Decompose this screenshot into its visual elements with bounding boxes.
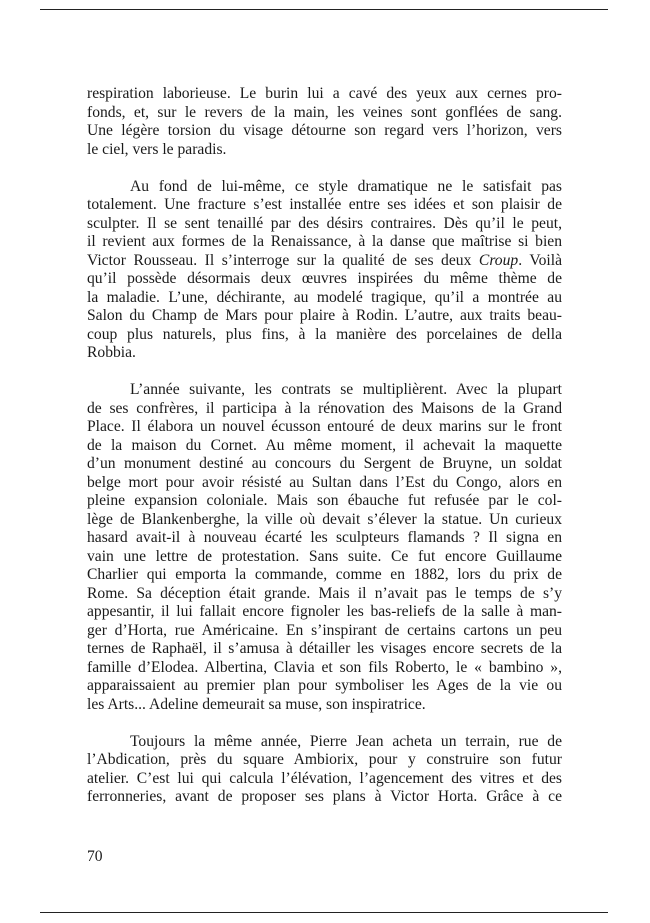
text-line: Une légère torsion du visage détourne son regard vers l’horizon, vers — [87, 122, 562, 139]
text-line: pleine expansion coloniale. Mais son ébauche fut refusée par le col- — [87, 492, 562, 509]
italic-title: Croup — [478, 251, 519, 269]
top-rule — [40, 9, 608, 10]
text-line: Victor Rousseau. Il s’interroge sur la qualité de ses deux Croup. Voilà — [87, 251, 562, 269]
text-line: il revient aux formes de la Renaissance, à la danse que maîtrise si bien — [87, 233, 562, 250]
text-line: appesantir, il lui fallait encore fignoler les bas-reliefs de la salle à man- — [87, 603, 562, 620]
paragraph — [87, 85, 562, 159]
text-line: la maladie. L’une, déchirante, au modelé tragique, qu’il a montrée au — [87, 288, 562, 306]
text-line: coup plus naturels, plus fins, à la manière des porcelaines de della — [87, 325, 562, 343]
text-line: d’un monument destiné au concours du Sergent de Bruyne, un soldat — [87, 455, 562, 472]
text-line: Salon du Champ de Mars pour plaire à Rodin. L’autre, aux traits beau- — [87, 307, 562, 324]
text-line: vain une lettre de protestation. Sans suite. Ce fut encore Guillaume — [87, 547, 562, 565]
text-line: le ciel, vers le paradis. — [87, 140, 227, 158]
text-line: les Arts... Adeline demeurait sa muse, son inspiratrice. — [87, 695, 426, 713]
text-line: Place. Il élabora un nouvel écusson entouré de deux marins sur le front — [87, 418, 562, 435]
text-line: ternes de Raphaël, il s’amusa à détailler les visages encore secrets de la — [87, 640, 562, 657]
bottom-rule — [40, 912, 608, 913]
text-line: lège de Blankenberghe, la ville où devait s’élever la statue. Un curieux — [87, 510, 562, 528]
text-line: famille d’Elodea. Albertina, Clavia et son fils Roberto, le « bambino », — [87, 658, 562, 676]
text-line: sculpter. Il se sent tenaillé par des désirs contraires. Dès qu’il le peut, — [87, 214, 562, 232]
paragraph — [87, 381, 562, 714]
text-line: Au fond de lui-même, ce style dramatique ne le satisfait pas — [130, 177, 562, 195]
text-line: atelier. C’est lui qui calcula l’élévation, l’agencement des vitres et des — [87, 769, 562, 787]
text-line: totalement. Une fracture s’est installée entre ses idées et son plaisir de — [87, 196, 562, 213]
text-line: ger d’Horta, rue Américaine. En s’inspirant de certains cartons un peu — [87, 621, 562, 639]
text-line: Charlier qui emporta la commande, comme en 1882, lors du prix de — [87, 566, 562, 583]
text-line: respiration laborieuse. Le burin lui a cavé des yeux aux cernes pro- — [87, 85, 562, 102]
paragraph — [87, 733, 562, 807]
page-number: 70 — [87, 848, 103, 865]
text-line: qu’il possède désormais deux œuvres inspirées du même thème de — [87, 270, 562, 287]
text-line: fonds, et, sur le revers de la main, les veines sont gonflées de sang. — [87, 103, 562, 121]
body-text — [87, 85, 562, 825]
text-line: L’année suivante, les contrats se multiplièrent. Avec la plupart — [130, 381, 562, 398]
text-line: Robbia. — [87, 344, 136, 361]
text-line: Rome. Sa déception était grande. Mais il n’avait pas le temps de s’y — [87, 584, 562, 602]
text-line: ferronneries, avant de proposer ses plans à Victor Horta. Grâce à ce — [87, 788, 562, 805]
text-line: de ses confrères, il participa à la rénovation des Maisons de la Grand — [87, 399, 562, 417]
text-line: de la maison du Cornet. Au même moment, il achevait la maquette — [87, 436, 562, 454]
text-line: Toujours la même année, Pierre Jean acheta un terrain, rue de — [130, 732, 562, 750]
text-line: belge mort pour avoir résisté au Sultan dans l’Est du Congo, alors en — [87, 473, 562, 491]
paragraph — [87, 178, 562, 363]
text-line: apparaissaient au premier plan pour symboliser les Ages de la vie ou — [87, 677, 562, 694]
text-line: hasard avait-il à nouveau écarté les sculpteurs flamands ? Il signa en — [87, 529, 562, 546]
text-line: l’Abdication, près du square Ambiorix, pour y construire son futur — [87, 751, 562, 768]
